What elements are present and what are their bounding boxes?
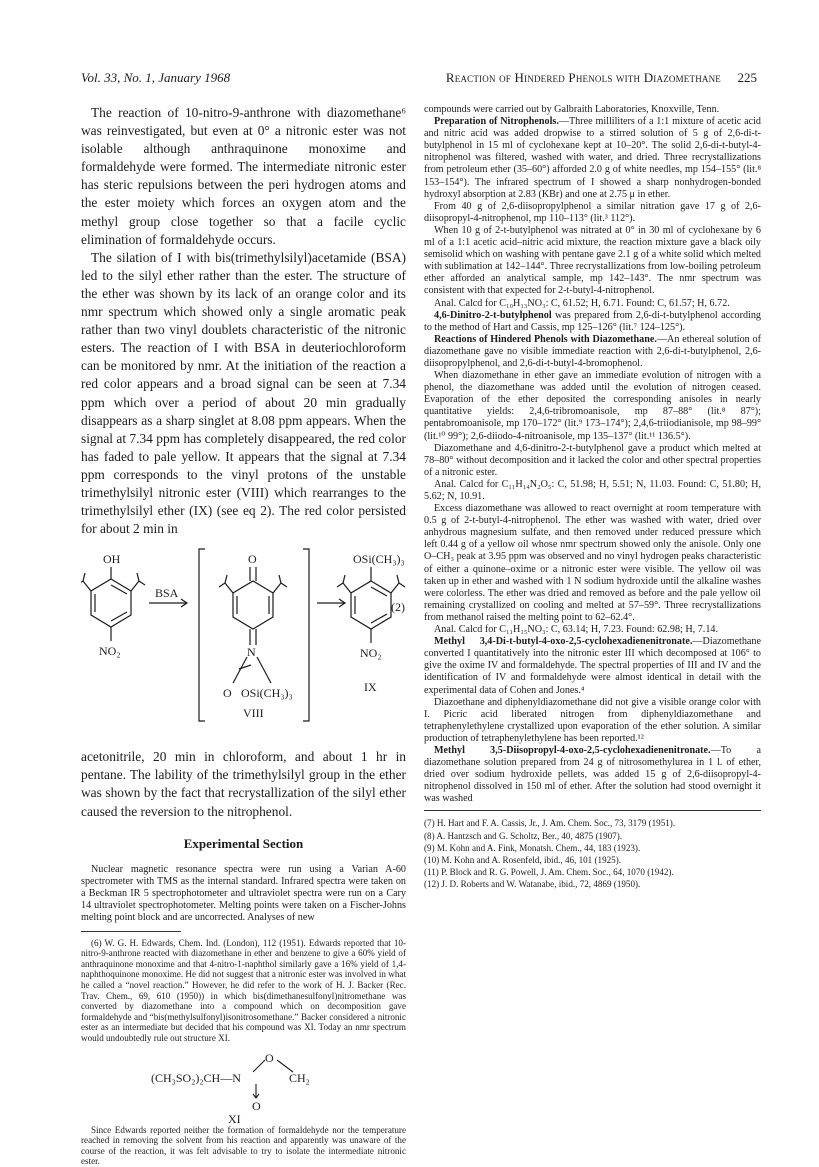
footnote-6: (6) W. G. H. Edwards, Chem. Ind. (London), 112 (1951). Edwards reported that 10-nitro-9-anthrone reacted with diazomethane in ether and benzene to give a 60% yield of anthraquinone monoxime and that 4-nitro-1-naphthol similarly gave a 16% yield of 1,4-naphthoquinone monoxime. He did not suggest that a nitronic ester was involved in what he called a “novel reaction.” However, he did refer to the work of H. J. Backer (Rec. Trav. Chem., 69, 610 (1950)) in which bis(dimethanesulfonyl)nitromethane was converted by diazomethane into a compound which on decomposition gave formaldehyde and “bis(methylsulfonyl)isonitrosomethane.” Backer considered a nitronic ester as an intermediate but decided that his compound was XI. Today an nmr spectrum would undoubtedly rule out structure XI. [81, 937, 406, 1043]
oxide-label: O [223, 686, 232, 701]
reference-item: (8) A. Hantzsch and G. Scholtz, Ber., 40, 4875 (1907). [424, 830, 623, 841]
reference-item: (10) M. Kohn and A. Rosenfeld, ibid., 46, 101 (1925). [424, 854, 622, 865]
structure-xi-drawing [81, 1050, 406, 1112]
equation-number: (2) [391, 600, 405, 615]
paragraph [424, 310, 761, 334]
running-title: Reaction of Hindered Phenols with Diazomethane [445, 70, 721, 85]
paragraph [424, 745, 761, 805]
paragraph: The silation of I with bis(trimethylsilyl)acetamide (BSA) led to the silyl ether rather than the ester. The structure of the ether was shown by its lack of an orange color and its nmr spectrum which showed only a single aromatic peak rather than two vinyl doublets characteristic of the nitronic esters. The reaction of I with BSA in deuteriochloroform can be monitored by nmr. At the initiation of the reaction a red color appears and a broad signal can be seen at 7.34 ppm which over a period of about 20 min gradually disappears as a sharp singlet at 8.08 ppm appears. When the signal at 7.34 ppm has completely disappeared, the red color has faded to pale yellow. It appears that the signal at 7.34 ppm corresponds to the vinyl protons of the unstable trimethylsilyl nitronic ester (VIII) which rearranges to the trimethylsilyl ether (IX) (see eq 2). The red color persisted for about 2 min in [81, 249, 406, 537]
benzene-ring [91, 579, 131, 627]
reaction-scheme-eq2 [81, 541, 406, 746]
nitrogen-label: N [247, 645, 256, 660]
carbonyl-label: O [248, 552, 257, 567]
paragraph: Nuclear magnetic resonance spectra were run using a Varian A-60 spectrometer with TMS as the internal standard. Infrared spectra were taken on a Beckman IR 5 spectrophotometer and ultraviolet spectra were run on a Cary 14 ultraviolet spectrophotometer. Melting points were taken on a Fischer-Johns melting point block and are uncorrected. Analyses of new [81, 863, 406, 924]
compound-xi-label: XI [228, 1111, 241, 1126]
paragraph: Diazoethane and diphenyldiazomethane did not give a visible orange color with I. Picric acid liberated nitrogen from diphenyldiazomethane and tetraphenylethylene crystallized upon evaporation of the ether solution. A similar production of tetraphenylethylene has been reported.¹² [424, 696, 761, 744]
paragraph-text: —An ethereal solution of diazomethane gave no visible immediate reaction with 2,6-di-t-butylphenol, 2,6-diisopropylphenol, and 2,6-di-t-butyl-4-bromophenol. [424, 333, 761, 369]
compound-viii-label: VIII [243, 706, 264, 721]
analysis-line: Anal. Calcd for C₁₁H₁₄N₂O₅: C, 51.98; H, 5.51; N, 11.03. Found: C, 51.80; H, 5.62; N, 10.91. [424, 478, 761, 502]
ring-oxygen-label: O [265, 1050, 274, 1065]
nitro-label: NO₂ [360, 646, 382, 661]
reference-list [424, 810, 761, 890]
right-column [424, 104, 761, 890]
paragraph-text: —Diazomethane converted I quantitatively into the nitronic ester III which decomposed at 106° to give the oxime IV and formaldehyde. The spectral properties of III and IV and the identification of IV and formaldehyde were almost identical in detail with the experimental data of Cohen and Jones.⁴ [424, 636, 761, 696]
section-heading: Experimental Section [183, 835, 304, 851]
benzene-ring [351, 581, 391, 629]
paragraph [424, 334, 761, 370]
analysis-line: Anal. Calcd for C₁₁H₁₅NO₃: C, 63.14; H, 7.23. Found: 62.98; H, 7.14. [434, 624, 718, 636]
compound-ix-label: IX [364, 680, 377, 695]
journal-volume: Vol. 33, No. 1, January 1968 [81, 70, 231, 85]
paragraph: From 40 g of 2,6-diisopropylphenol a similar nitration gave 17 g of 2,6-diisopropyl-4-nitrophenol, mp 110–113° (lit.³ 112°). [424, 200, 761, 224]
reference-item: (12) J. D. Roberts and W. Watanabe, ibid., 72, 4869 (1950). [424, 878, 641, 889]
paragraph-text: —Three milliliters of a 1:1 mixture of acetic acid and nitric acid was added dropwise to a stirred solution of 5 g of 2,6-di-t-butylphenol in 15 ml of cyclohexane kept at 10–20°. The solid 2,6-di-t-butyl-4-nitrophenol was filtered, washed with water, and dried. Three recrystallizations from petroleum ether (35–60°) afforded 2.0 g of white needles, mp 154–155° (lit.⁸ 153–154°). The infrared spectrum of I showed a sharp nonhydrogen-bonded hydroxyl absorption at 2.83 (KBr) and one at 2.75 μ in ether. [424, 116, 761, 200]
paragraph: Excess diazomethane was allowed to react overnight at room temperature with 0.5 g of 2-t-butyl-4-nitrophenol. The ether was washed with water, dried over anhydrous magnesium sulfate, and then removed under reduced pressure which left 0.44 g of a yellow oil whose nmr spectrum showed only the anisole. Only one O–CH₃ peak at 3.95 ppm was observed and no vinyl hydrogen peaks characteristic of either a quinone–oxime or a nitronic ester were visible. The yellow oil was taken up in ether and washed with 1 N sodium hydroxide until the alkaline washes were colorless. The ether was dried and removed as before and the pale yellow oil remaining crystallized on cooling and melted at 57–59°. Three recrystallizations from methanol raised the melting point to 62–62.4°. [424, 503, 761, 623]
run-in-heading: Reactions of Hindered Phenols with Diazomethane. [434, 333, 657, 345]
reference-item: (11) P. Block and R. G. Powell, J. Am. Chem. Soc., 64, 1070 (1942). [424, 866, 674, 877]
run-in-heading: Preparation of Nitrophenols. [434, 116, 559, 128]
xi-formula-label: (CH₃SO₂)₂CH—N [151, 1070, 241, 1085]
reaction-scheme-drawing [81, 541, 406, 746]
hydroxyl-label: OH [103, 552, 121, 567]
left-column [81, 104, 406, 1167]
silyl-group-label: OSi(CH₃)₃ [241, 686, 293, 701]
run-in-heading: Methyl 3,4-Di-t-butyl-4-oxo-2,5-cyclohexadienenitronate. [434, 636, 693, 648]
paragraph [424, 636, 761, 696]
reagent-label: BSA [155, 586, 179, 601]
paragraph: compounds were carried out by Galbraith Laboratories, Knoxville, Tenn. [424, 104, 720, 115]
run-in-heading: Methyl 3,5-Diisopropyl-4-oxo-2,5-cyclohexadienenitronate. [434, 744, 711, 756]
run-in-heading: 4,6-Dinitro-2-t-butylphenol [434, 309, 552, 321]
paragraph: When diazomethane in ether gave an immediate evolution of nitrogen with a phenol, the diazomethane was added until the evolution of nitrogen ceased. Evaporation of the ether deposited the corresponding anisoles in nearly quantitative yields: 2,4,6-tribromoanisole, mp 87–88° (lit.⁸ 87°); pentabromoanisole, mp 170–172° (lit.⁹ 173–174°); 2,4,6-triiodianisole, mp 98–99° (lit.¹⁰ 99°); 2,6-diiodo-4-nitroanisole, mp 135–137° (lit.¹¹ 136.5°). [424, 370, 761, 442]
paragraph-text: was prepared from 2,6-di-t-butylphenol according to the method of Hart and Cassis, mp 125–126° (lit.⁷ 124–125°). [424, 309, 761, 333]
paragraph: When 10 g of 2-t-butylphenol was nitrated at 0° in 30 ml of cyclohexane by 6 ml of a 1:1 acetic acid–nitric acid mixture, the reaction mixture gave a black oily semisolid which on washing with pentane gave 2.1 g of a white solid which melted with sublimation at 142–144°. Three recrystallizations from low-boiling petroleum ether afforded an analytical sample, mp 142–143°. The nmr spectrum was consistent with that expected for 2-t-butyl-4-nitrophenol. [424, 224, 761, 297]
methylene-label: CH₂ [289, 1070, 310, 1085]
n-oxide-label: O [252, 1098, 261, 1112]
paragraph [424, 116, 761, 201]
nitro-label: NO₂ [99, 644, 121, 659]
reference-item: (9) M. Kohn and A. Fink, Monatsh. Chem., 44, 183 (1923). [424, 842, 641, 853]
footnote-6-continued: Since Edwards reported neither the formation of formaldehyde nor the temperature reached in removing the solvent from his reaction and apparently was unaware of the course of the reaction, it was felt advisable to try to isolate the intermediate nitronic ester. [81, 1124, 406, 1167]
paragraph: Diazomethane and 4,6-dinitro-2-t-butylphenol gave a product which melted at 78–80° without decomposition and it lacked the color and other spectral properties of a nitronic ester. [424, 442, 761, 478]
reference-item: (7) H. Hart and F. A. Cassis, Jr., J. Am. Chem. Soc., 73, 3179 (1951). [424, 818, 676, 829]
footnote-divider [81, 931, 181, 932]
paragraph-text: —To a diazomethane solution prepared from 24 g of nitrosomethylurea in 1 l. of ether, dried over sodium hydroxide pellets, was added 15 g of 2,6-diisopropyl-4-nitrophenol dissolved in 150 ml of ether. After the solution had stood overnight it was washed [424, 744, 761, 805]
analysis-line: Anal. Calcd for C₁₀H₁₃NO₃: C, 61.52; H, 6.71. Found: C, 61.57; H, 6.72. [434, 297, 730, 309]
silyl-ether-label: OSi(CH₃)₃ [353, 552, 405, 567]
quinonoid-ring [233, 581, 273, 629]
page-number: 225 [737, 70, 757, 85]
structure-xi [81, 1050, 406, 1125]
paragraph: acetonitrile, 20 min in chloroform, and about 1 hr in pentane. The lability of the trimethylsilyl group in the ether was shown by the fact that recrystallization of the silyl ether caused the reversion to the nitrophenol. [81, 749, 406, 819]
paragraph: The reaction of 10-nitro-9-anthrone with diazomethane⁶ was reinvestigated, but even at 0° a nitronic ester was not isolable although anthraquinone monoxime and formaldehyde were formed. The intermediate nitronic ester has steric repulsions between the peri hydrogen atoms and the ester moiety which forces an oxygen atom and the methyl group close together so that a facile cyclic elimination of formaldehyde occurs. [81, 105, 406, 247]
